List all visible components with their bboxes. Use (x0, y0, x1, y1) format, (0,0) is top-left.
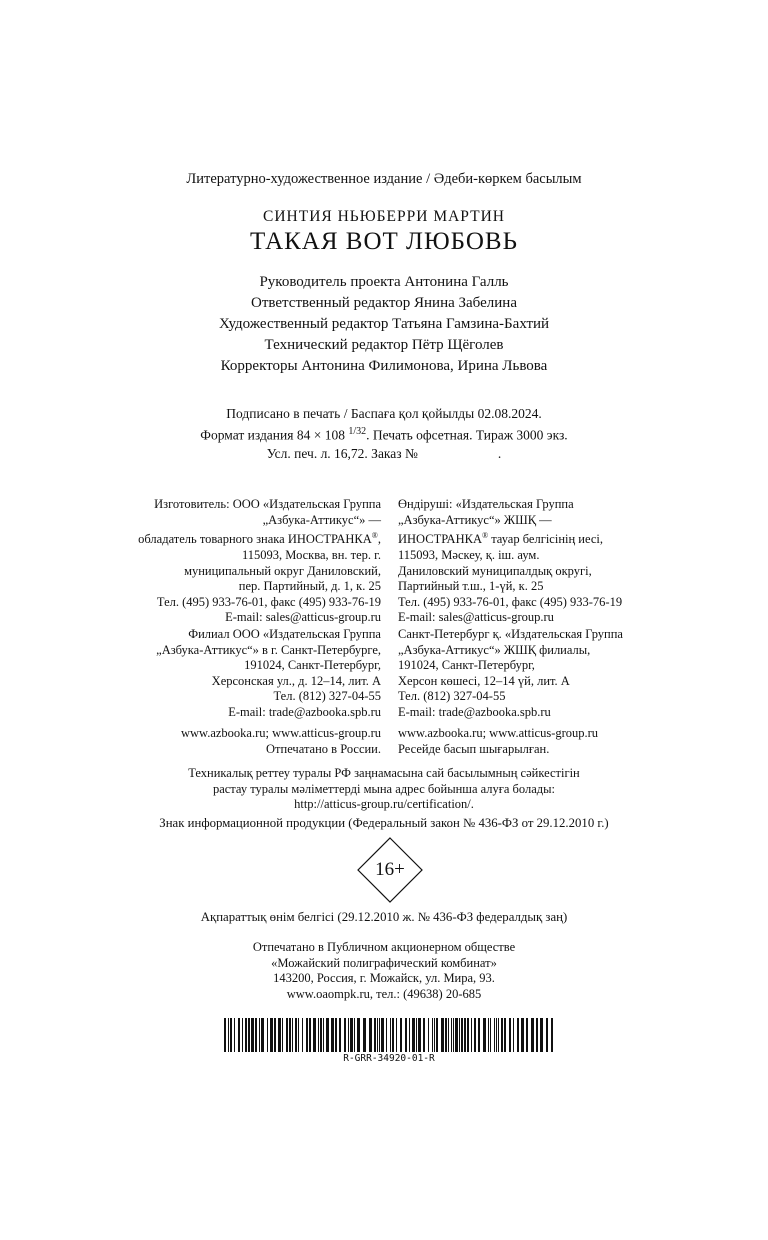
web-kz: www.azbooka.ru; www.atticus-group.ru Ресейде басып шығарылған. (398, 726, 599, 756)
staff-line: Ответственный редактор Янина Забелина (251, 295, 517, 311)
certification-note: Техникалық реттеу туралы РФ заңнамасына сай басылымның сәйкестігін растау туралы мәліметтерді мына адрес бойынша алуға болады: http://atticus-group.ru/certification/. (0, 766, 768, 813)
format-fraction: 1/32 (348, 426, 367, 437)
staff-line: Технический редактор Пётр Щёголев (264, 337, 504, 353)
info-sign-kz: Ақпараттық өнім белгісі (29.12.2010 ж. № 436-ФЗ федералдық заң) (200, 910, 568, 924)
web-ru: www.azbooka.ru; www.atticus-group.ru Отпечатано в России. (180, 726, 381, 756)
barcode (224, 1018, 554, 1052)
age-rating-label: 16+ (375, 859, 405, 880)
edition-type-line: Литературно-художественное издание / Әдеби-көркем басылым (186, 171, 582, 187)
staff-line: Корректоры Антонина Филимонова, Ирина Львова (220, 358, 548, 374)
staff-line: Руководитель проекта Антонина Галль (259, 274, 509, 290)
certification-link: http://atticus-group.ru/certification/. (294, 797, 474, 812)
signed-date: Подписано в печать / Баспаға қол қойылды 02.08.2024. (226, 406, 542, 421)
registered-mark: ® (371, 531, 378, 541)
publisher-kz: Өндіруші: «Издательская Группа „Азбука-Аттикус“» ЖШҚ — ИНОСТРАНКА® тауар белгісінің иесі, 115093, Мәскеу, қ. іш. аум. Даниловский муниципалдық округі, Партийный т.ш., 1-үй, к. 25 Тел. (495) 933-76-01, факс (495) 933-76-19 E-mail: sales@atticus-group.ru (398, 497, 623, 625)
editorial-staff (0, 272, 768, 377)
book-author: СИНТИЯ НЬЮБЕРРИ МАРТИН (263, 208, 505, 225)
branch-ru: Филиал ООО «Издательская Группа „Азбука-Аттикус“» в г. Санкт-Петербурге, 191024, Санкт-Петербург, Херсонская ул., д. 12–14, лит. А Тел. (812) 327-04-55 E-mail: trade@azbooka.spb.ru (156, 627, 381, 719)
branch-kz: Санкт-Петербург қ. «Издательская Группа „Азбука-Аттикус“» ЖШҚ филиалы, 191024, Санкт-Петербург, Херсон көшесі, 12–14 үй, лит. А Тел. (812) 327-04-55 E-mail: trade@azbooka.spb.ru (398, 627, 623, 719)
barcode-code: R-GRR-34920-01-R (343, 1053, 435, 1064)
staff-line: Художественный редактор Татьяна Гамзина-Бахтий (218, 316, 550, 332)
age-rating-badge (357, 837, 423, 903)
publisher-ru: Изготовитель: ООО «Издательская Группа „Азбука-Аттикус“» — обладатель товарного знака ИНОСТРАНКА®, 115093, Москва, вн. тер. г. муниципальный округ Даниловский, пер. Партийный, д. 1, к. 25 Тел. (495) 933-76-01, факс (495) 933-76-19 E-mail: sales@atticus-group.ru (138, 497, 381, 625)
print-details (0, 405, 768, 463)
printer-info: Отпечатано в Публичном акционерном обществе «Можайский полиграфический комбинат» 143200, Россия, г. Можайск, ул. Мира, 93. www.oaompk.ru, тел.: (49638) 20-685 (252, 940, 516, 1001)
book-title: ТАКАЯ ВОТ ЛЮБОВЬ (250, 228, 518, 255)
format-line: Формат издания 84 × 108 $^{1/32}$. Печать офсетная. Тираж 3000 экз. (200, 426, 568, 443)
registered-mark: ® (481, 531, 489, 541)
sheets-order-line: Усл. печ. л. 16,72. Заказ № . (266, 445, 502, 461)
info-sign-ru: Знак информационной продукции (Федеральный закон № 436-ФЗ от 29.12.2010 г.) (159, 816, 609, 830)
